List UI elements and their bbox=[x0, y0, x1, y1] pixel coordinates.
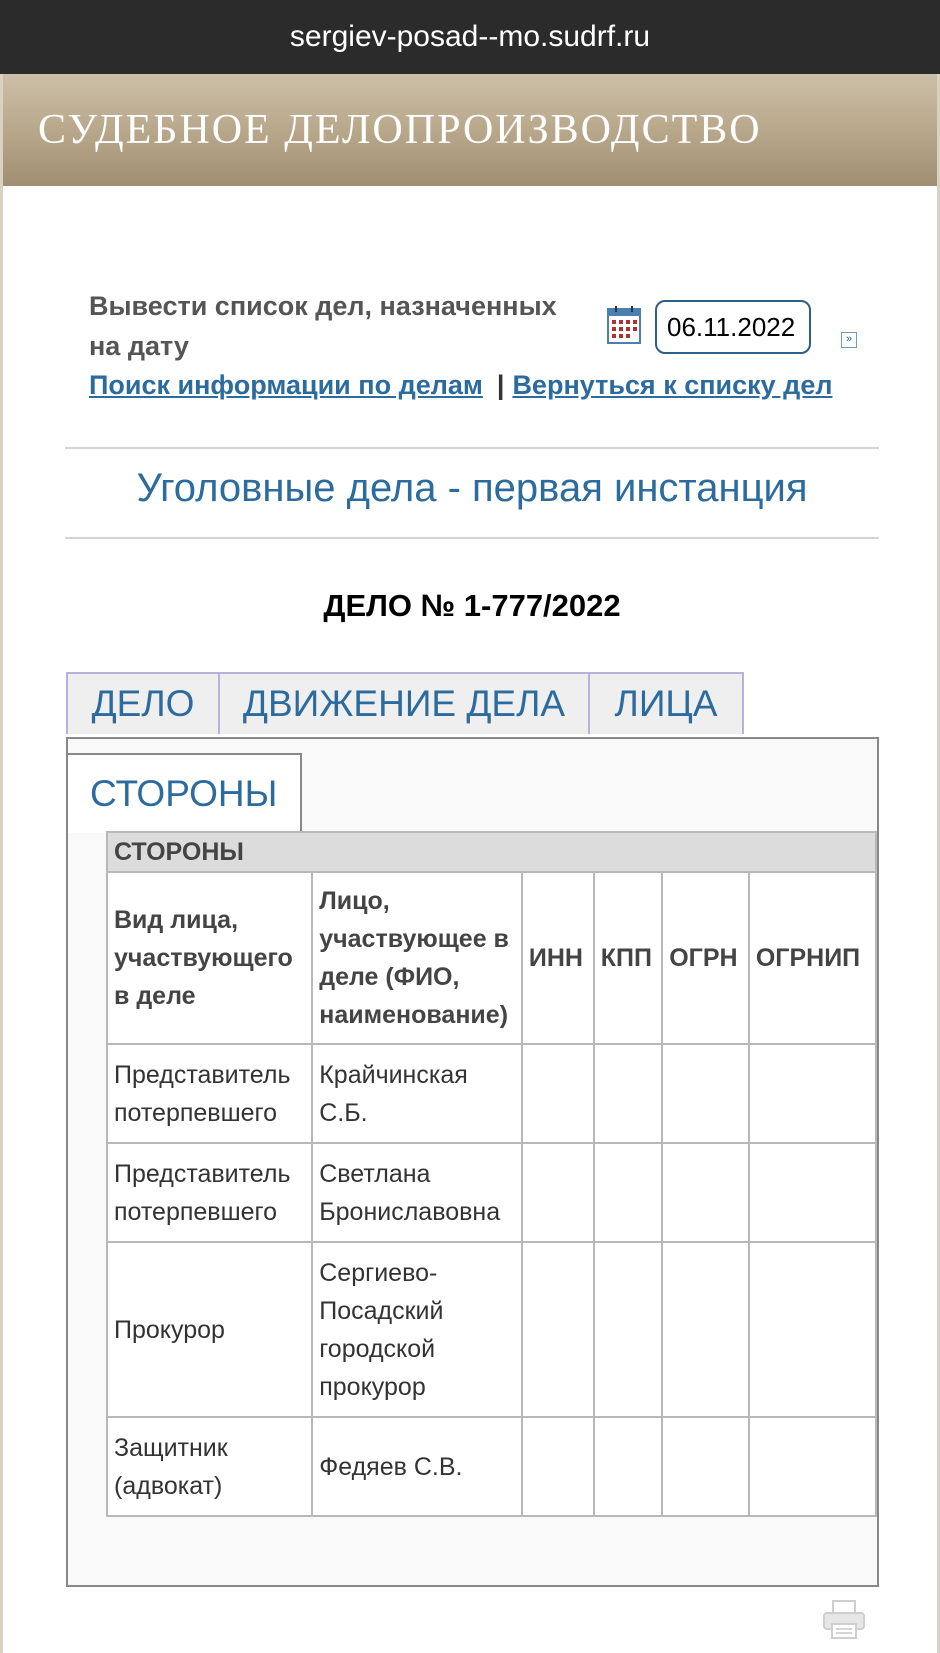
calendar-icon[interactable] bbox=[607, 306, 641, 344]
cell-ogrnip bbox=[749, 1242, 876, 1417]
parties-table bbox=[106, 831, 877, 1517]
tab-label: ДЕЛО bbox=[91, 683, 195, 724]
subtab-label: СТОРОНЫ bbox=[90, 773, 278, 814]
cell-ogrnip bbox=[749, 1044, 876, 1143]
cell-ogrn bbox=[662, 1242, 749, 1417]
table-row bbox=[107, 1044, 876, 1143]
table-row bbox=[107, 1143, 876, 1242]
back-to-list-link[interactable]: Вернуться к списку дел bbox=[512, 370, 833, 400]
cell-kpp bbox=[594, 1417, 662, 1516]
cell-ogrnip bbox=[749, 1417, 876, 1516]
site-header-banner bbox=[3, 74, 937, 186]
cell-inn bbox=[522, 1143, 594, 1242]
link-separator: | bbox=[496, 370, 505, 400]
tab-case[interactable] bbox=[66, 672, 220, 734]
cell-kpp bbox=[594, 1143, 662, 1242]
table-caption-row bbox=[107, 832, 876, 872]
cell-role: Защитник (адвокат) bbox=[107, 1417, 312, 1516]
cell-name: Крайчинская С.Б. bbox=[312, 1044, 522, 1143]
cell-kpp bbox=[594, 1242, 662, 1417]
cell-name: Федяев С.В. bbox=[312, 1417, 522, 1516]
cell-name: Сергиево-Посадский городской прокурор bbox=[312, 1242, 522, 1417]
cell-name: Светлана Брониславовна bbox=[312, 1143, 522, 1242]
tab-label: ДВИЖЕНИЕ ДЕЛА bbox=[242, 683, 566, 724]
tab-case-movement[interactable] bbox=[218, 672, 590, 734]
search-cases-link[interactable]: Поиск информации по делам bbox=[89, 370, 483, 400]
divider-top bbox=[65, 447, 879, 449]
subtab-parties[interactable] bbox=[66, 753, 302, 833]
browser-url-bar[interactable] bbox=[0, 0, 940, 74]
divider-bottom bbox=[65, 537, 879, 539]
cell-inn bbox=[522, 1417, 594, 1516]
case-tabs bbox=[66, 672, 742, 736]
cell-ogrn bbox=[662, 1417, 749, 1516]
column-header-name: Лицо, участвующее в деле (ФИО, наименование) bbox=[312, 872, 522, 1044]
url-text: sergiev-posad--mo.sudrf.ru bbox=[289, 20, 651, 53]
page bbox=[0, 74, 940, 1653]
header-title: СУДЕБНОЕ ДЕЛОПРОИЗВОДСТВО bbox=[38, 107, 762, 153]
cell-ogrn bbox=[662, 1044, 749, 1143]
tab-persons[interactable] bbox=[588, 672, 744, 734]
tab-panel bbox=[66, 737, 879, 1587]
cell-inn bbox=[522, 1242, 594, 1417]
tab-label: ЛИЦА bbox=[614, 683, 718, 724]
date-filter-label: Вывести список дел, назначенных на дату bbox=[89, 291, 557, 361]
cell-kpp bbox=[594, 1044, 662, 1143]
column-header-ogrnip: ОГРНИП bbox=[749, 872, 876, 1044]
printer-icon[interactable] bbox=[822, 1600, 866, 1640]
cell-role: Представитель потерпевшего bbox=[107, 1044, 312, 1143]
cell-role: Представитель потерпевшего bbox=[107, 1143, 312, 1242]
table-row bbox=[107, 1417, 876, 1516]
case-number: ДЕЛО № 1-777/2022 bbox=[323, 588, 621, 623]
table-row bbox=[107, 1242, 876, 1417]
section-title: Уголовные дела - первая инстанция bbox=[136, 466, 808, 510]
table-header-row bbox=[107, 872, 876, 1044]
date-input[interactable] bbox=[655, 300, 811, 354]
cell-role: Прокурор bbox=[107, 1242, 312, 1417]
column-header-ogrn: ОГРН bbox=[662, 872, 749, 1044]
column-header-role: Вид лица, участвующего в деле bbox=[107, 872, 312, 1044]
column-header-kpp: КПП bbox=[594, 872, 662, 1044]
column-header-inn: ИНН bbox=[522, 872, 594, 1044]
double-chevron-right-icon[interactable]: » bbox=[841, 332, 857, 348]
cell-ogrnip bbox=[749, 1143, 876, 1242]
cell-inn bbox=[522, 1044, 594, 1143]
cell-ogrn bbox=[662, 1143, 749, 1242]
table-caption: СТОРОНЫ bbox=[107, 832, 876, 872]
nav-links bbox=[89, 370, 832, 401]
